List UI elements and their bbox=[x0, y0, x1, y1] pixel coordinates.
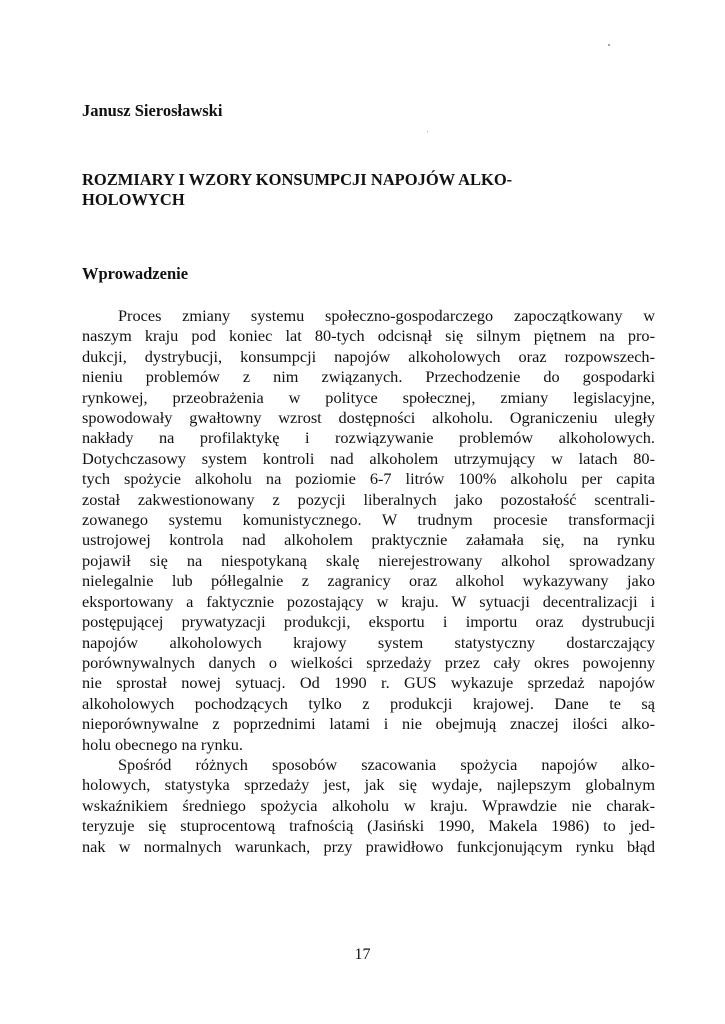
page-number: 17 bbox=[354, 946, 371, 963]
title-line: HOLOWYCH bbox=[82, 190, 185, 209]
title-line: ROZMIARY I WZORY KONSUMPCJI NAPOJÓW ALKO- bbox=[82, 170, 513, 189]
body-text bbox=[82, 306, 655, 857]
paragraph-line: zowanego systemu komunistycznego. W trudnym procesie transformacji bbox=[82, 510, 655, 530]
paragraph-line: porównywalnych danych o wielkości sprzedaży przez cały okres powojenny bbox=[82, 652, 655, 672]
article-title bbox=[82, 170, 512, 210]
paragraph-line: eksportowany a faktycznie pozostający w kraju. W sytuacji decentralizacji i bbox=[82, 591, 655, 611]
paragraph-line: został zakwestionowany z pozycji liberalnych jako pozostałość scentrali- bbox=[82, 489, 655, 509]
paragraph-line: dukcji, dystrybucji, konsumpcji napojów alkoholowych oraz rozpowszech- bbox=[82, 346, 655, 366]
paragraph-line: holowych, statystyka sprzedaży jest, jak się wydaje, najlepszym globalnym bbox=[82, 775, 655, 795]
paragraph-line: Proces zmiany systemu społeczno-gospodarczego zapoczątkowany w bbox=[118, 306, 655, 325]
paragraph-line: postępującej prywatyzacji produkcji, eksportu i importu oraz dystrubucji bbox=[82, 612, 655, 632]
paragraph-line: ustrojowej kontrola nad alkoholem praktycznie załamała się, na rynku bbox=[82, 530, 655, 550]
paragraph-line: pojawił się na niespotykaną skalę nierejestrowany alkohol sprowadzany bbox=[82, 550, 655, 570]
paragraph-line: tych spożycie alkoholu na poziomie 6-7 litrów 100% alkoholu per capita bbox=[82, 469, 655, 489]
paragraph-line: nakłady na profilaktykę i rozwiązywanie problemów alkoholowych. bbox=[82, 428, 655, 448]
paragraph-line: Dotychczasowy system kontroli nad alkoholem utrzymujący w latach 80- bbox=[82, 448, 655, 468]
paragraph-line: nieporównywalne z poprzednimi latami i nie obejmują znaczej ilości alko- bbox=[82, 714, 655, 734]
author-name: Janusz Sierosławski bbox=[82, 101, 223, 120]
paragraph-line: Spośród różnych sposobów szacowania spożycia napojów alko- bbox=[118, 754, 655, 774]
paragraph-line: teryzuje się stuprocentową trafnością (Jasiński 1990, Makela 1986) to jed- bbox=[82, 816, 655, 836]
paragraph-line: spowodowały gwałtowny wzrost dostępności alkoholu. Ograniczeniu uległy bbox=[82, 408, 655, 428]
paragraph-line: nie sprostał nowej sytuacj. Od 1990 r. GUS wykazuje sprzedaż napojów bbox=[82, 673, 655, 693]
paragraph-line: nak w normalnych warunkach, przy prawidłowo funkcjonującym rynku błąd bbox=[82, 836, 655, 856]
scan-speck bbox=[608, 44, 610, 46]
paragraph-line: naszym kraju pod koniec lat 80-tych odcisnął się silnym piętnem na pro- bbox=[82, 326, 655, 346]
paragraph-line: napojów alkoholowych krajowy system statystyczny dostarczający bbox=[82, 632, 655, 652]
section-heading: Wprowadzenie bbox=[82, 264, 189, 283]
paragraph-line: rynkowej, przeobrażenia w polityce społecznej, zmiany legislacyjne, bbox=[82, 387, 655, 407]
paragraph-line: holu obecnego na rynku. bbox=[82, 734, 243, 754]
paragraph-line: wskaźnikiem średniego spożycia alkoholu w kraju. Wprawdzie nie charak- bbox=[82, 795, 655, 815]
paragraph-line: nieniu problemów z nim związanych. Przechodzenie do gospodarki bbox=[82, 367, 655, 387]
scan-speck bbox=[427, 131, 428, 132]
paragraph-line: alkoholowych pochodzących tylko z produkcji krajowej. Dane te są bbox=[82, 693, 655, 713]
paragraph-line: nielegalnie lub półlegalnie z zagranicy oraz alkohol wykazywany jako bbox=[82, 571, 655, 591]
